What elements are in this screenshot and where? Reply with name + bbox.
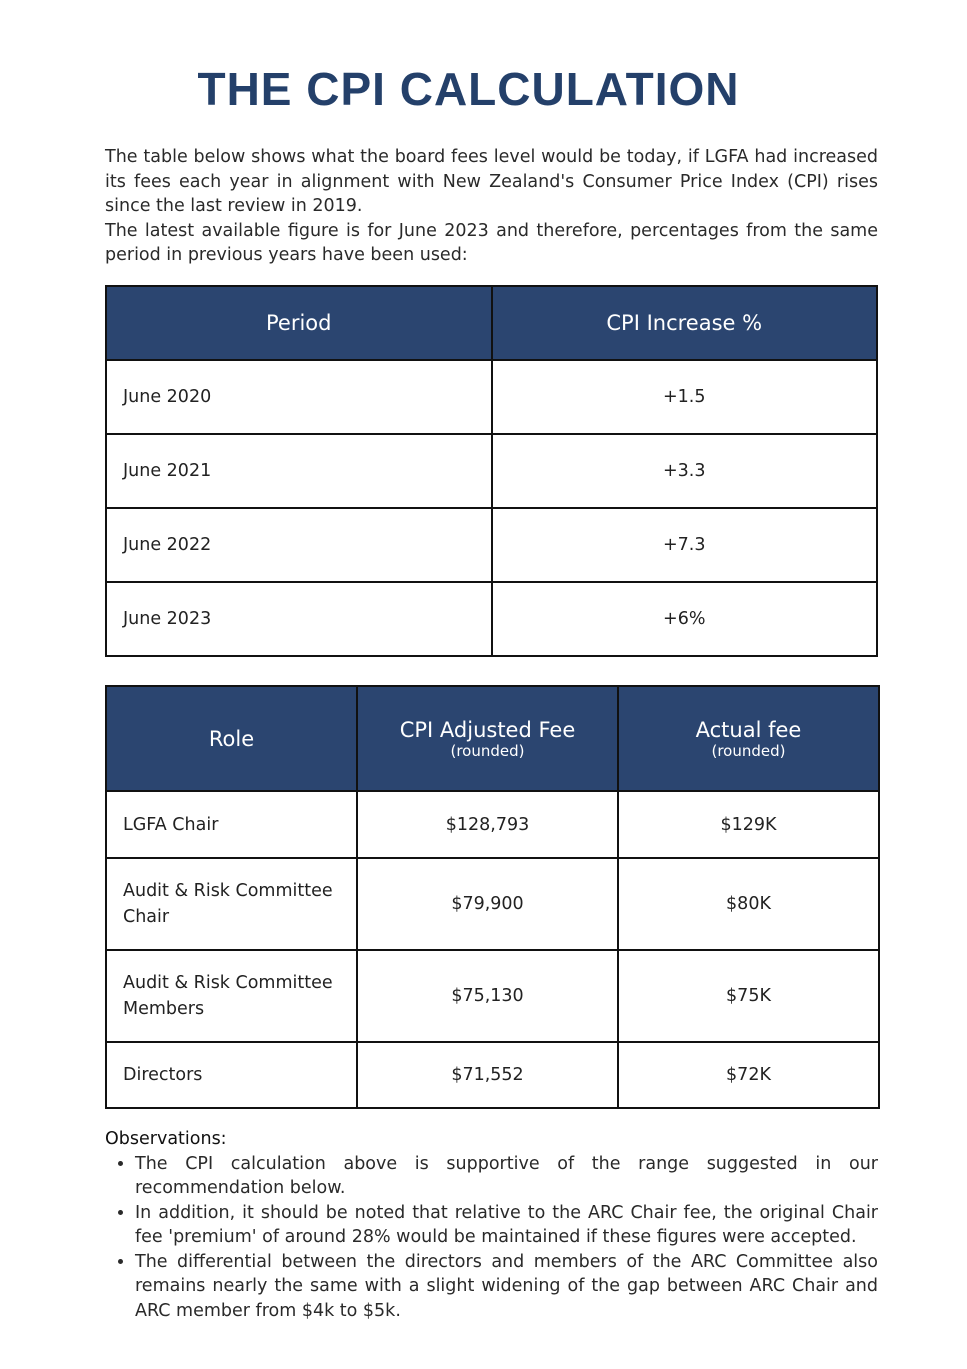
intro-paragraph-1: The table below shows what the board fees level would be today, if LGFA had increased its fees each year in alignment with New Zealand's Consumer Price Index (CPI) rises since the last review in 2019. — [105, 147, 878, 216]
cpi-adjusted-fee-cell: $71,552 — [357, 1042, 618, 1108]
cpi-adjusted-fee-cell: $128,793 — [357, 791, 618, 858]
observations-title: Observations: — [105, 1129, 227, 1149]
list-item: • The differential between the directors and members of the ARC Committee also remains nearly the same with a slight widening of the gap between ARC Chair and ARC member from $4k to $5k. — [135, 1250, 878, 1324]
fee-comparison-table — [105, 685, 880, 1109]
page-title: THE CPI CALCULATION — [197, 63, 740, 115]
column-header-actual-fee — [618, 686, 879, 791]
actual-fee-cell: $80K — [618, 858, 879, 950]
cpi-adjusted-fee-cell: $79,900 — [357, 858, 618, 950]
column-header-role-label: Role — [208, 726, 255, 751]
column-header-cpi-adjusted-fee — [357, 686, 618, 791]
period-cell: June 2020 — [106, 360, 492, 434]
role-cell: LGFA Chair — [106, 791, 357, 858]
intro-text — [105, 145, 878, 268]
table-row — [106, 582, 877, 656]
actual-fee-cell: $75K — [618, 950, 879, 1042]
role-cell: Directors — [106, 1042, 357, 1108]
role-cell: Audit & Risk Committee Members — [106, 950, 357, 1042]
intro-paragraph-2: The latest available figure is for June 2023 and therefore, percentages from the same period in previous years have been used: — [105, 220, 878, 265]
list-item: • The CPI calculation above is supportive of the range suggested in our recommendation below. — [135, 1152, 878, 1201]
table-row — [106, 508, 877, 582]
table-row — [106, 950, 879, 1042]
period-cell: June 2021 — [106, 434, 492, 508]
cpi-increase-cell: +6% — [492, 582, 878, 656]
column-header-actual-label: Actual fee — [695, 717, 802, 742]
cpi-increase-cell: +7.3 — [492, 508, 878, 582]
period-cell: June 2023 — [106, 582, 492, 656]
cpi-increase-cell: +3.3 — [492, 434, 878, 508]
column-header-actual-subtitle: (rounded) — [711, 741, 786, 760]
column-header-cpi-adjusted-subtitle: (rounded) — [450, 741, 525, 760]
table-header-row — [106, 286, 877, 360]
column-header-role — [106, 686, 357, 791]
cpi-increase-table — [105, 285, 878, 657]
column-header-cpi-increase: CPI Increase % — [492, 286, 878, 360]
table-row — [106, 791, 879, 858]
list-item: • In addition, it should be noted that relative to the ARC Chair fee, the original Chair fee 'premium' of around 28% would be maintained if these figures were accepted. — [135, 1201, 878, 1250]
table-header-row — [106, 686, 879, 791]
period-cell: June 2022 — [106, 508, 492, 582]
actual-fee-cell: $129K — [618, 791, 879, 858]
table-row — [106, 1042, 879, 1108]
role-cell: Audit & Risk Committee Chair — [106, 858, 357, 950]
table-row — [106, 858, 879, 950]
column-header-period: Period — [106, 286, 492, 360]
column-header-cpi-adjusted-label: CPI Adjusted Fee — [399, 717, 576, 742]
table-row — [106, 434, 877, 508]
observations-section — [105, 1127, 878, 1323]
actual-fee-cell: $72K — [618, 1042, 879, 1108]
table-row — [106, 360, 877, 434]
cpi-increase-cell: +1.5 — [492, 360, 878, 434]
observations-list — [105, 1152, 878, 1324]
cpi-adjusted-fee-cell: $75,130 — [357, 950, 618, 1042]
